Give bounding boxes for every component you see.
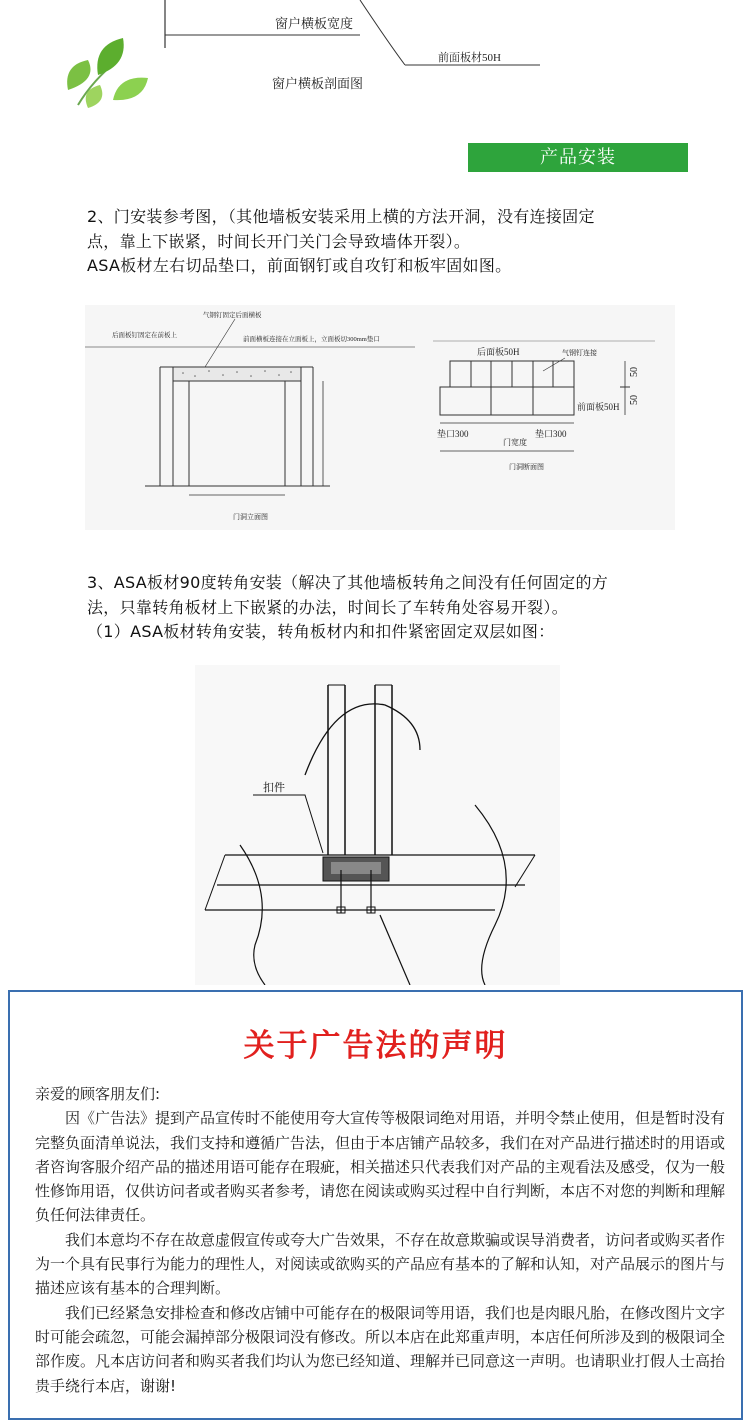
label-window-width: 窗户横板宽度 xyxy=(275,16,354,31)
section-header-product-install: 产品安装 xyxy=(468,143,688,172)
door-install-drawing xyxy=(85,305,675,530)
label-front-panel-50h-right: 前面板50H xyxy=(577,402,620,412)
corner-install-line-2: 法，只靠转角板材上下嵌紧的办法，时间长了车转角处容易开裂）。 xyxy=(87,597,569,617)
label-nail-fix-back-panel: 气钢钉固定后面横板 xyxy=(203,312,262,319)
corner-install-line-1: 3、ASA板材90度转角安装（解决了其他墙板转角之间没有任何固定的方 xyxy=(87,573,609,592)
label-back-panel-50h: 后面板50H xyxy=(477,347,520,357)
corner-install-drawing xyxy=(195,665,560,985)
corner-install-line-3: （1）ASA板材转角安装，转角板材内和扣件紧密固定双层如图： xyxy=(87,622,555,641)
label-back-panel-fix: 后面板钉固定在前板上 xyxy=(112,332,177,339)
disclaimer-paragraph-3: 我们已经紧急安排检查和修改店铺中可能存在的极限词等用语，我们也是肉眼凡胎，在修改图片文字时可能会疏忽，可能会漏掉部分极限词没有修改。所以本店在此郑重声明，本店任何所涉及到的极限词全部作废。凡本店访问者和购买者我们均认为您已经知道、理解并已同意这一声明。也请职业打假人士高抬贵手绕行本店，谢谢! xyxy=(35,1303,726,1395)
corner-install-text xyxy=(87,571,727,645)
door-install-line-2: 点，靠上下嵌紧，时间长开门关门会导致墙体开裂）。 xyxy=(87,231,471,251)
label-nail-connect: 气钢钉连接 xyxy=(562,349,597,357)
caption-door-section: 门洞断面图 xyxy=(509,463,544,471)
label-pad-right: 垫口300 xyxy=(535,429,567,439)
door-install-text xyxy=(87,205,727,279)
door-install-line-1: 2、门安装参考图，（其他墙板安装采用上横的方法开洞，没有连接固定 xyxy=(87,207,595,226)
label-pad-left: 垫口300 xyxy=(437,429,469,439)
disclaimer-paragraph-1: 因《广告法》提到产品宣传时不能使用夸大宣传等极限词绝对用语，并明令禁止使用，但是暂时没有完整负面清单说法，我们支持和遵循广告法，但由于本店铺产品较多，我们在对产品进行描述时的用语或者咨询客服介绍产品的描述用语可能存在瑕疵，相关描述只代表我们对产品的主观看法及感受，仅为一般性修饰用语，仅供访问者或者购买者参考，请您在阅读或购买过程中自行判断，本店不对您的判断和理解负任何法律责任。 xyxy=(35,1109,726,1225)
caption-door-front: 门洞立面图 xyxy=(233,513,268,521)
disclaimer-body xyxy=(35,1082,730,1398)
disclaimer-greeting: 亲爱的顾客朋友们: xyxy=(35,1085,161,1103)
caption-window-section: 窗户横板剖面图 xyxy=(272,76,364,91)
label-front-panel-50h: 前面板材50H xyxy=(438,52,501,64)
dim-50-top: 50 xyxy=(629,367,640,377)
dim-50-bottom: 50 xyxy=(629,395,640,405)
label-front-panel-connect: 前面横板连接在立面板上，立面板切300mm垫口 xyxy=(243,336,380,343)
disclaimer-title: 关于广告法的声明 xyxy=(243,1028,508,1064)
disclaimer-paragraph-2: 我们本意均不存在故意虚假宣传或夸大广告效果，不存在故意欺骗或误导消费者，访问者或购买者作为一个具有民事行为能力的理性人，对阅读或欲购买的产品应有基本的了解和认知，对产品展示的图片与描述应该有基本的合理判断。 xyxy=(35,1230,726,1298)
ad-law-disclaimer xyxy=(8,990,743,1420)
label-fastener: 扣件 xyxy=(263,782,285,794)
window-section-drawing xyxy=(60,0,590,110)
label-door-width: 门宽度 xyxy=(503,438,527,447)
door-install-line-3: ASA板材左右切品垫口，前面钢钉或自攻钉和板牢固如图。 xyxy=(87,256,512,275)
